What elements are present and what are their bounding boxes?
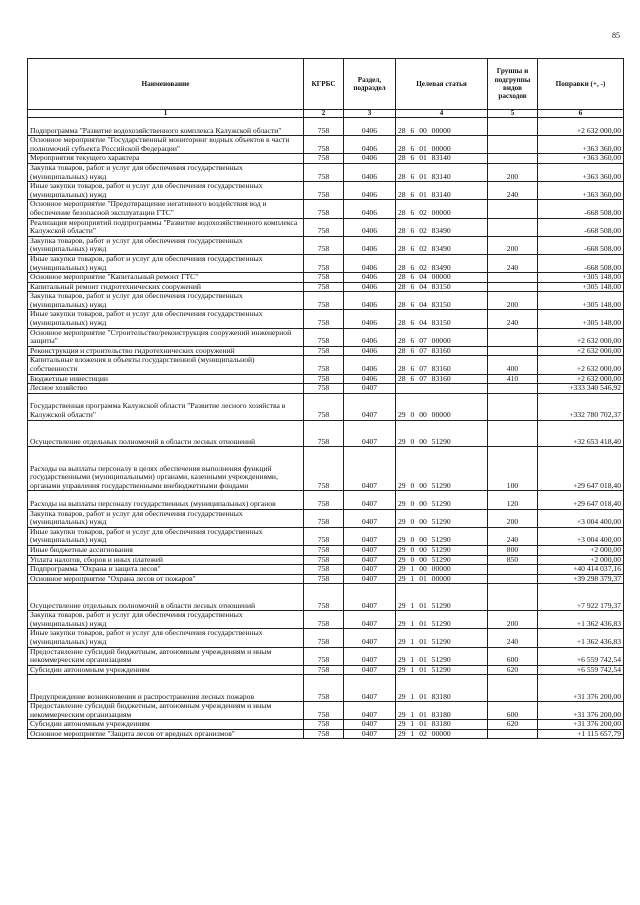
- row-group: 200: [488, 236, 538, 254]
- row-target: 28 6 01 83140: [396, 154, 488, 164]
- row-amount: +2 632 000,00: [538, 374, 624, 384]
- row-name: Бюджетные инвестиции: [28, 374, 304, 384]
- row-target: 29 1 01 00000: [396, 574, 488, 584]
- table-row: [28, 356, 624, 374]
- row-target: 29 1 00 00000: [396, 565, 488, 575]
- header-name: Наименование: [28, 59, 304, 110]
- row-name: Основное мероприятие "Защита лесов от вредных организмов": [28, 729, 304, 739]
- column-number-row: [28, 110, 624, 118]
- row-kgrbs: 758: [304, 729, 344, 739]
- row-amount: +332 780 702,37: [538, 393, 624, 420]
- row-name: Капитальные вложения в объекты государственной (муниципальной) собственности: [28, 356, 304, 374]
- row-target: 28 6 07 83160: [396, 356, 488, 374]
- row-section: 0407: [344, 509, 396, 527]
- row-section: 0407: [344, 447, 396, 491]
- row-amount: +363 360,00: [538, 136, 624, 154]
- row-section: 0407: [344, 420, 396, 447]
- row-name: Закупка товаров, работ и услуг для обеспечения государственных (муниципальных) нужд: [28, 509, 304, 527]
- row-section: 0406: [344, 346, 396, 356]
- row-kgrbs: 758: [304, 236, 344, 254]
- row-target: 29 1 01 83180: [396, 675, 488, 702]
- row-group: 400: [488, 356, 538, 374]
- row-amount: -668 508,00: [538, 200, 624, 218]
- table-row: [28, 154, 624, 164]
- row-section: 0406: [344, 356, 396, 374]
- row-group: 120: [488, 491, 538, 509]
- row-name: Основное мероприятие "Строительство/реконструкция сооружений инженерной защиты": [28, 328, 304, 346]
- row-group: 600: [488, 702, 538, 720]
- row-section: 0406: [344, 200, 396, 218]
- row-target: 28 6 02 83490: [396, 218, 488, 236]
- row-group: [488, 584, 538, 611]
- table-row: [28, 163, 624, 181]
- row-amount: +39 298 379,37: [538, 574, 624, 584]
- row-amount: +7 922 179,37: [538, 584, 624, 611]
- row-group: 240: [488, 527, 538, 545]
- row-kgrbs: 758: [304, 720, 344, 730]
- row-group: [488, 136, 538, 154]
- table-row: [28, 702, 624, 720]
- row-section: 0406: [344, 136, 396, 154]
- row-amount: +2 632 000,00: [538, 118, 624, 136]
- row-amount: +32 653 418,40: [538, 420, 624, 447]
- row-name: Мероприятия текущего характера: [28, 154, 304, 164]
- row-kgrbs: 758: [304, 384, 344, 394]
- row-kgrbs: 758: [304, 356, 344, 374]
- row-section: 0406: [344, 163, 396, 181]
- row-group: 800: [488, 545, 538, 555]
- table-row: [28, 420, 624, 447]
- table-row: [28, 545, 624, 555]
- row-group: [488, 154, 538, 164]
- row-kgrbs: 758: [304, 611, 344, 629]
- row-group: 200: [488, 509, 538, 527]
- row-amount: +31 376 200,00: [538, 675, 624, 702]
- row-section: 0406: [344, 154, 396, 164]
- row-kgrbs: 758: [304, 163, 344, 181]
- row-kgrbs: 758: [304, 346, 344, 356]
- header-kgrbs: КГРБС: [304, 59, 344, 110]
- row-kgrbs: 758: [304, 282, 344, 292]
- row-section: 0407: [344, 384, 396, 394]
- row-section: 0406: [344, 292, 396, 310]
- row-amount: +2 632 000,00: [538, 346, 624, 356]
- row-section: 0406: [344, 218, 396, 236]
- row-name: Субсидии автономным учреждениям: [28, 720, 304, 730]
- row-section: 0407: [344, 675, 396, 702]
- table-body: [28, 118, 624, 739]
- column-number: 1: [28, 110, 304, 118]
- row-section: 0407: [344, 545, 396, 555]
- row-group: 200: [488, 611, 538, 629]
- table-row: [28, 491, 624, 509]
- row-name: Закупка товаров, работ и услуг для обеспечения государственных (муниципальных) нужд: [28, 292, 304, 310]
- row-group: 200: [488, 292, 538, 310]
- row-group: 240: [488, 310, 538, 328]
- row-target: 29 0 00 00000: [396, 393, 488, 420]
- row-target: 28 6 01 00000: [396, 136, 488, 154]
- row-kgrbs: 758: [304, 218, 344, 236]
- row-amount: +29 647 018,40: [538, 491, 624, 509]
- table-row: [28, 729, 624, 739]
- table-row: [28, 118, 624, 136]
- row-kgrbs: 758: [304, 527, 344, 545]
- row-kgrbs: 758: [304, 374, 344, 384]
- row-section: 0407: [344, 611, 396, 629]
- row-kgrbs: 758: [304, 565, 344, 575]
- row-target: 28 6 07 00000: [396, 328, 488, 346]
- column-number: 3: [344, 110, 396, 118]
- row-section: 0406: [344, 236, 396, 254]
- row-section: 0407: [344, 527, 396, 545]
- row-name: Осуществление отдельных полномочий в области лесных отношений: [28, 584, 304, 611]
- table-row: [28, 328, 624, 346]
- row-amount: +2 632 000,00: [538, 328, 624, 346]
- row-target: 28 6 07 83160: [396, 374, 488, 384]
- row-amount: +305 148,00: [538, 273, 624, 283]
- row-kgrbs: 758: [304, 328, 344, 346]
- row-group: 240: [488, 254, 538, 272]
- row-group: [488, 282, 538, 292]
- table-row: [28, 374, 624, 384]
- table-row: [28, 384, 624, 394]
- table-row: [28, 346, 624, 356]
- table-row: [28, 182, 624, 200]
- row-group: 200: [488, 163, 538, 181]
- row-name: Подпрограмма "Развитие водохозяйственного комплекса Калужской области": [28, 118, 304, 136]
- table-row: [28, 584, 624, 611]
- table-row: [28, 675, 624, 702]
- row-kgrbs: 758: [304, 447, 344, 491]
- table-row: [28, 555, 624, 565]
- row-amount: +2 632 000,00: [538, 356, 624, 374]
- row-group: [488, 729, 538, 739]
- row-amount: +3 004 400,00: [538, 509, 624, 527]
- row-amount: +305 148,00: [538, 282, 624, 292]
- row-name: Субсидии автономным учреждениям: [28, 665, 304, 675]
- row-name: Государственная программа Калужской области "Развитие лесного хозяйства в Калужской области": [28, 393, 304, 420]
- row-target: 28 6 01 83140: [396, 182, 488, 200]
- row-section: 0406: [344, 273, 396, 283]
- row-section: 0407: [344, 393, 396, 420]
- row-amount: +363 360,00: [538, 163, 624, 181]
- row-name: Иные закупки товаров, работ и услуг для обеспечения государственных (муниципальных) нужд: [28, 182, 304, 200]
- row-section: 0407: [344, 702, 396, 720]
- row-group: 620: [488, 665, 538, 675]
- table-row: [28, 254, 624, 272]
- row-target: 29 1 01 83180: [396, 702, 488, 720]
- row-amount: +1 362 436,83: [538, 611, 624, 629]
- row-kgrbs: 758: [304, 273, 344, 283]
- row-kgrbs: 758: [304, 675, 344, 702]
- row-target: 28 6 02 83490: [396, 254, 488, 272]
- table-row: [28, 282, 624, 292]
- row-name: Осуществление отдельных полномочий в области лесных отношений: [28, 420, 304, 447]
- row-name: Лесное хозяйство: [28, 384, 304, 394]
- row-kgrbs: 758: [304, 310, 344, 328]
- row-amount: +2 000,00: [538, 555, 624, 565]
- header-amendments: Поправки (+, -): [538, 59, 624, 110]
- row-section: 0407: [344, 574, 396, 584]
- row-section: 0406: [344, 310, 396, 328]
- row-kgrbs: 758: [304, 545, 344, 555]
- table-row: [28, 574, 624, 584]
- row-target: 29 0 00 51290: [396, 509, 488, 527]
- row-group: 240: [488, 629, 538, 647]
- row-group: [488, 328, 538, 346]
- row-name: Иные закупки товаров, работ и услуг для обеспечения государственных (муниципальных) нужд: [28, 310, 304, 328]
- row-kgrbs: 758: [304, 491, 344, 509]
- row-name: Реконструкция и строительство гидротехнических сооружений: [28, 346, 304, 356]
- header-target: Целевая статья: [396, 59, 488, 110]
- column-number: 6: [538, 110, 624, 118]
- row-section: 0407: [344, 665, 396, 675]
- header-groups: Группы и подгруппы видов расходов: [488, 59, 538, 110]
- row-name: Предупреждение возникновения и распространения лесных пожаров: [28, 675, 304, 702]
- row-group: [488, 420, 538, 447]
- row-section: 0406: [344, 328, 396, 346]
- row-group: 600: [488, 647, 538, 665]
- row-amount: +40 414 037,16: [538, 565, 624, 575]
- row-target: 29 0 00 51290: [396, 420, 488, 447]
- row-section: 0406: [344, 254, 396, 272]
- row-target: 28 6 02 83490: [396, 236, 488, 254]
- row-kgrbs: 758: [304, 292, 344, 310]
- row-section: 0406: [344, 374, 396, 384]
- row-group: [488, 200, 538, 218]
- row-group: [488, 574, 538, 584]
- row-name: Предоставление субсидий бюджетным, автономным учреждениям и иным некоммерческим организациям: [28, 702, 304, 720]
- table-row: [28, 611, 624, 629]
- row-target: 28 6 07 83160: [396, 346, 488, 356]
- row-name: Капитальный ремонт гидротехнических сооружений: [28, 282, 304, 292]
- row-section: 0407: [344, 555, 396, 565]
- row-group: 850: [488, 555, 538, 565]
- row-name: Реализация мероприятий подпрограммы "Развитие водохозяйственного комплекса Калужской области": [28, 218, 304, 236]
- table-row: [28, 665, 624, 675]
- row-group: [488, 218, 538, 236]
- row-target: 28 6 04 00000: [396, 273, 488, 283]
- row-name: Расходы на выплаты персоналу в целях обеспечения выполнения функций государственными (муниципальными) органами, казенными учреждениями, органами управления государственными внебюджетными фондами: [28, 447, 304, 491]
- row-target: 29 1 01 51290: [396, 647, 488, 665]
- row-amount: +305 148,00: [538, 310, 624, 328]
- row-section: 0406: [344, 182, 396, 200]
- row-group: [488, 346, 538, 356]
- table-row: [28, 720, 624, 730]
- column-number: 5: [488, 110, 538, 118]
- row-kgrbs: 758: [304, 393, 344, 420]
- budget-table: [27, 58, 624, 739]
- row-target: 29 1 01 51290: [396, 584, 488, 611]
- table-row: [28, 136, 624, 154]
- row-name: Подпрограмма "Охрана и защита лесов": [28, 565, 304, 575]
- row-name: Основное мероприятие "Охрана лесов от пожаров": [28, 574, 304, 584]
- row-amount: -668 508,00: [538, 218, 624, 236]
- row-name: Основное мероприятие "Предотвращение негативного воздействия вод и обеспечение безопасной эксплуатации ГТС": [28, 200, 304, 218]
- row-target: 29 0 00 51290: [396, 527, 488, 545]
- row-amount: +1 362 436,83: [538, 629, 624, 647]
- table-row: [28, 629, 624, 647]
- row-group: [488, 675, 538, 702]
- row-target: [396, 384, 488, 394]
- row-name: Иные закупки товаров, работ и услуг для обеспечения государственных (муниципальных) нужд: [28, 527, 304, 545]
- row-target: 29 0 00 51290: [396, 491, 488, 509]
- row-name: Закупка товаров, работ и услуг для обеспечения государственных (муниципальных) нужд: [28, 611, 304, 629]
- table-row: [28, 273, 624, 283]
- row-section: 0406: [344, 282, 396, 292]
- row-amount: +1 115 657,79: [538, 729, 624, 739]
- row-name: Закупка товаров, работ и услуг для обеспечения государственных (муниципальных) нужд: [28, 163, 304, 181]
- row-target: 28 6 04 83150: [396, 292, 488, 310]
- table-row: [28, 527, 624, 545]
- row-amount: +6 559 742,54: [538, 647, 624, 665]
- row-section: 0407: [344, 647, 396, 665]
- row-target: 28 6 02 00000: [396, 200, 488, 218]
- row-amount: +3 004 400,00: [538, 527, 624, 545]
- row-kgrbs: 758: [304, 254, 344, 272]
- row-section: 0406: [344, 118, 396, 136]
- column-number: 4: [396, 110, 488, 118]
- row-group: [488, 273, 538, 283]
- row-name: Иные закупки товаров, работ и услуг для обеспечения государственных (муниципальных) нужд: [28, 254, 304, 272]
- table-row: [28, 200, 624, 218]
- row-target: 28 6 04 83150: [396, 282, 488, 292]
- row-kgrbs: 758: [304, 182, 344, 200]
- row-name: Расходы на выплаты персоналу государственных (муниципальных) органов: [28, 491, 304, 509]
- row-kgrbs: 758: [304, 136, 344, 154]
- row-group: 620: [488, 720, 538, 730]
- row-group: [488, 565, 538, 575]
- row-section: 0407: [344, 720, 396, 730]
- row-kgrbs: 758: [304, 555, 344, 565]
- table-row: [28, 236, 624, 254]
- page-number: 85: [612, 31, 620, 40]
- row-group: 240: [488, 182, 538, 200]
- row-name: Основное мероприятие "Государственный мониторинг водных объектов в части полномочий субъекта Российской Федерации": [28, 136, 304, 154]
- row-target: 29 1 02 00000: [396, 729, 488, 739]
- row-name: Уплата налогов, сборов и иных платежей: [28, 555, 304, 565]
- row-group: [488, 118, 538, 136]
- row-section: 0407: [344, 565, 396, 575]
- table-row: [28, 218, 624, 236]
- table-row: [28, 509, 624, 527]
- row-amount: -668 508,00: [538, 254, 624, 272]
- row-amount: +363 360,00: [538, 154, 624, 164]
- row-kgrbs: 758: [304, 702, 344, 720]
- row-amount: +305 148,00: [538, 292, 624, 310]
- row-target: 29 0 00 51290: [396, 555, 488, 565]
- row-amount: +31 376 200,00: [538, 720, 624, 730]
- row-kgrbs: 758: [304, 420, 344, 447]
- row-name: Предоставление субсидий бюджетным, автономным учреждениям и иным некоммерческим организациям: [28, 647, 304, 665]
- table-row: [28, 292, 624, 310]
- row-target: 29 0 00 51290: [396, 545, 488, 555]
- row-kgrbs: 758: [304, 629, 344, 647]
- row-kgrbs: 758: [304, 574, 344, 584]
- header-section: Раздел, подраздел: [344, 59, 396, 110]
- row-name: Закупка товаров, работ и услуг для обеспечения государственных (муниципальных) нужд: [28, 236, 304, 254]
- row-target: 29 1 01 51290: [396, 611, 488, 629]
- row-kgrbs: 758: [304, 584, 344, 611]
- row-kgrbs: 758: [304, 154, 344, 164]
- table-row: [28, 310, 624, 328]
- row-group: [488, 393, 538, 420]
- row-target: 28 6 01 83140: [396, 163, 488, 181]
- row-section: 0407: [344, 584, 396, 611]
- row-kgrbs: 758: [304, 509, 344, 527]
- row-name: Иные закупки товаров, работ и услуг для обеспечения государственных (муниципальных) нужд: [28, 629, 304, 647]
- row-amount: +363 360,00: [538, 182, 624, 200]
- row-section: 0407: [344, 729, 396, 739]
- table-row: [28, 565, 624, 575]
- row-kgrbs: 758: [304, 118, 344, 136]
- column-number: 2: [304, 110, 344, 118]
- row-amount: -668 508,00: [538, 236, 624, 254]
- header-row: [28, 59, 624, 110]
- row-target: 29 1 01 51290: [396, 665, 488, 675]
- row-target: 29 1 01 83180: [396, 720, 488, 730]
- row-target: 28 6 04 83150: [396, 310, 488, 328]
- row-target: 29 1 01 51290: [396, 629, 488, 647]
- row-amount: +333 340 546,92: [538, 384, 624, 394]
- row-name: Основное мероприятие "Капитальный ремонт ГТС": [28, 273, 304, 283]
- row-kgrbs: 758: [304, 665, 344, 675]
- row-amount: +2 000,00: [538, 545, 624, 555]
- table-row: [28, 647, 624, 665]
- row-section: 0407: [344, 491, 396, 509]
- table-row: [28, 447, 624, 491]
- row-amount: +29 647 018,40: [538, 447, 624, 491]
- row-kgrbs: 758: [304, 647, 344, 665]
- row-name: Иные бюджетные ассигнования: [28, 545, 304, 555]
- row-amount: +6 559 742,54: [538, 665, 624, 675]
- row-kgrbs: 758: [304, 200, 344, 218]
- row-group: 100: [488, 447, 538, 491]
- row-target: 29 0 00 51290: [396, 447, 488, 491]
- row-group: 410: [488, 374, 538, 384]
- row-section: 0407: [344, 629, 396, 647]
- row-group: [488, 384, 538, 394]
- row-target: 28 6 00 00000: [396, 118, 488, 136]
- table-row: [28, 393, 624, 420]
- row-amount: +31 376 200,00: [538, 702, 624, 720]
